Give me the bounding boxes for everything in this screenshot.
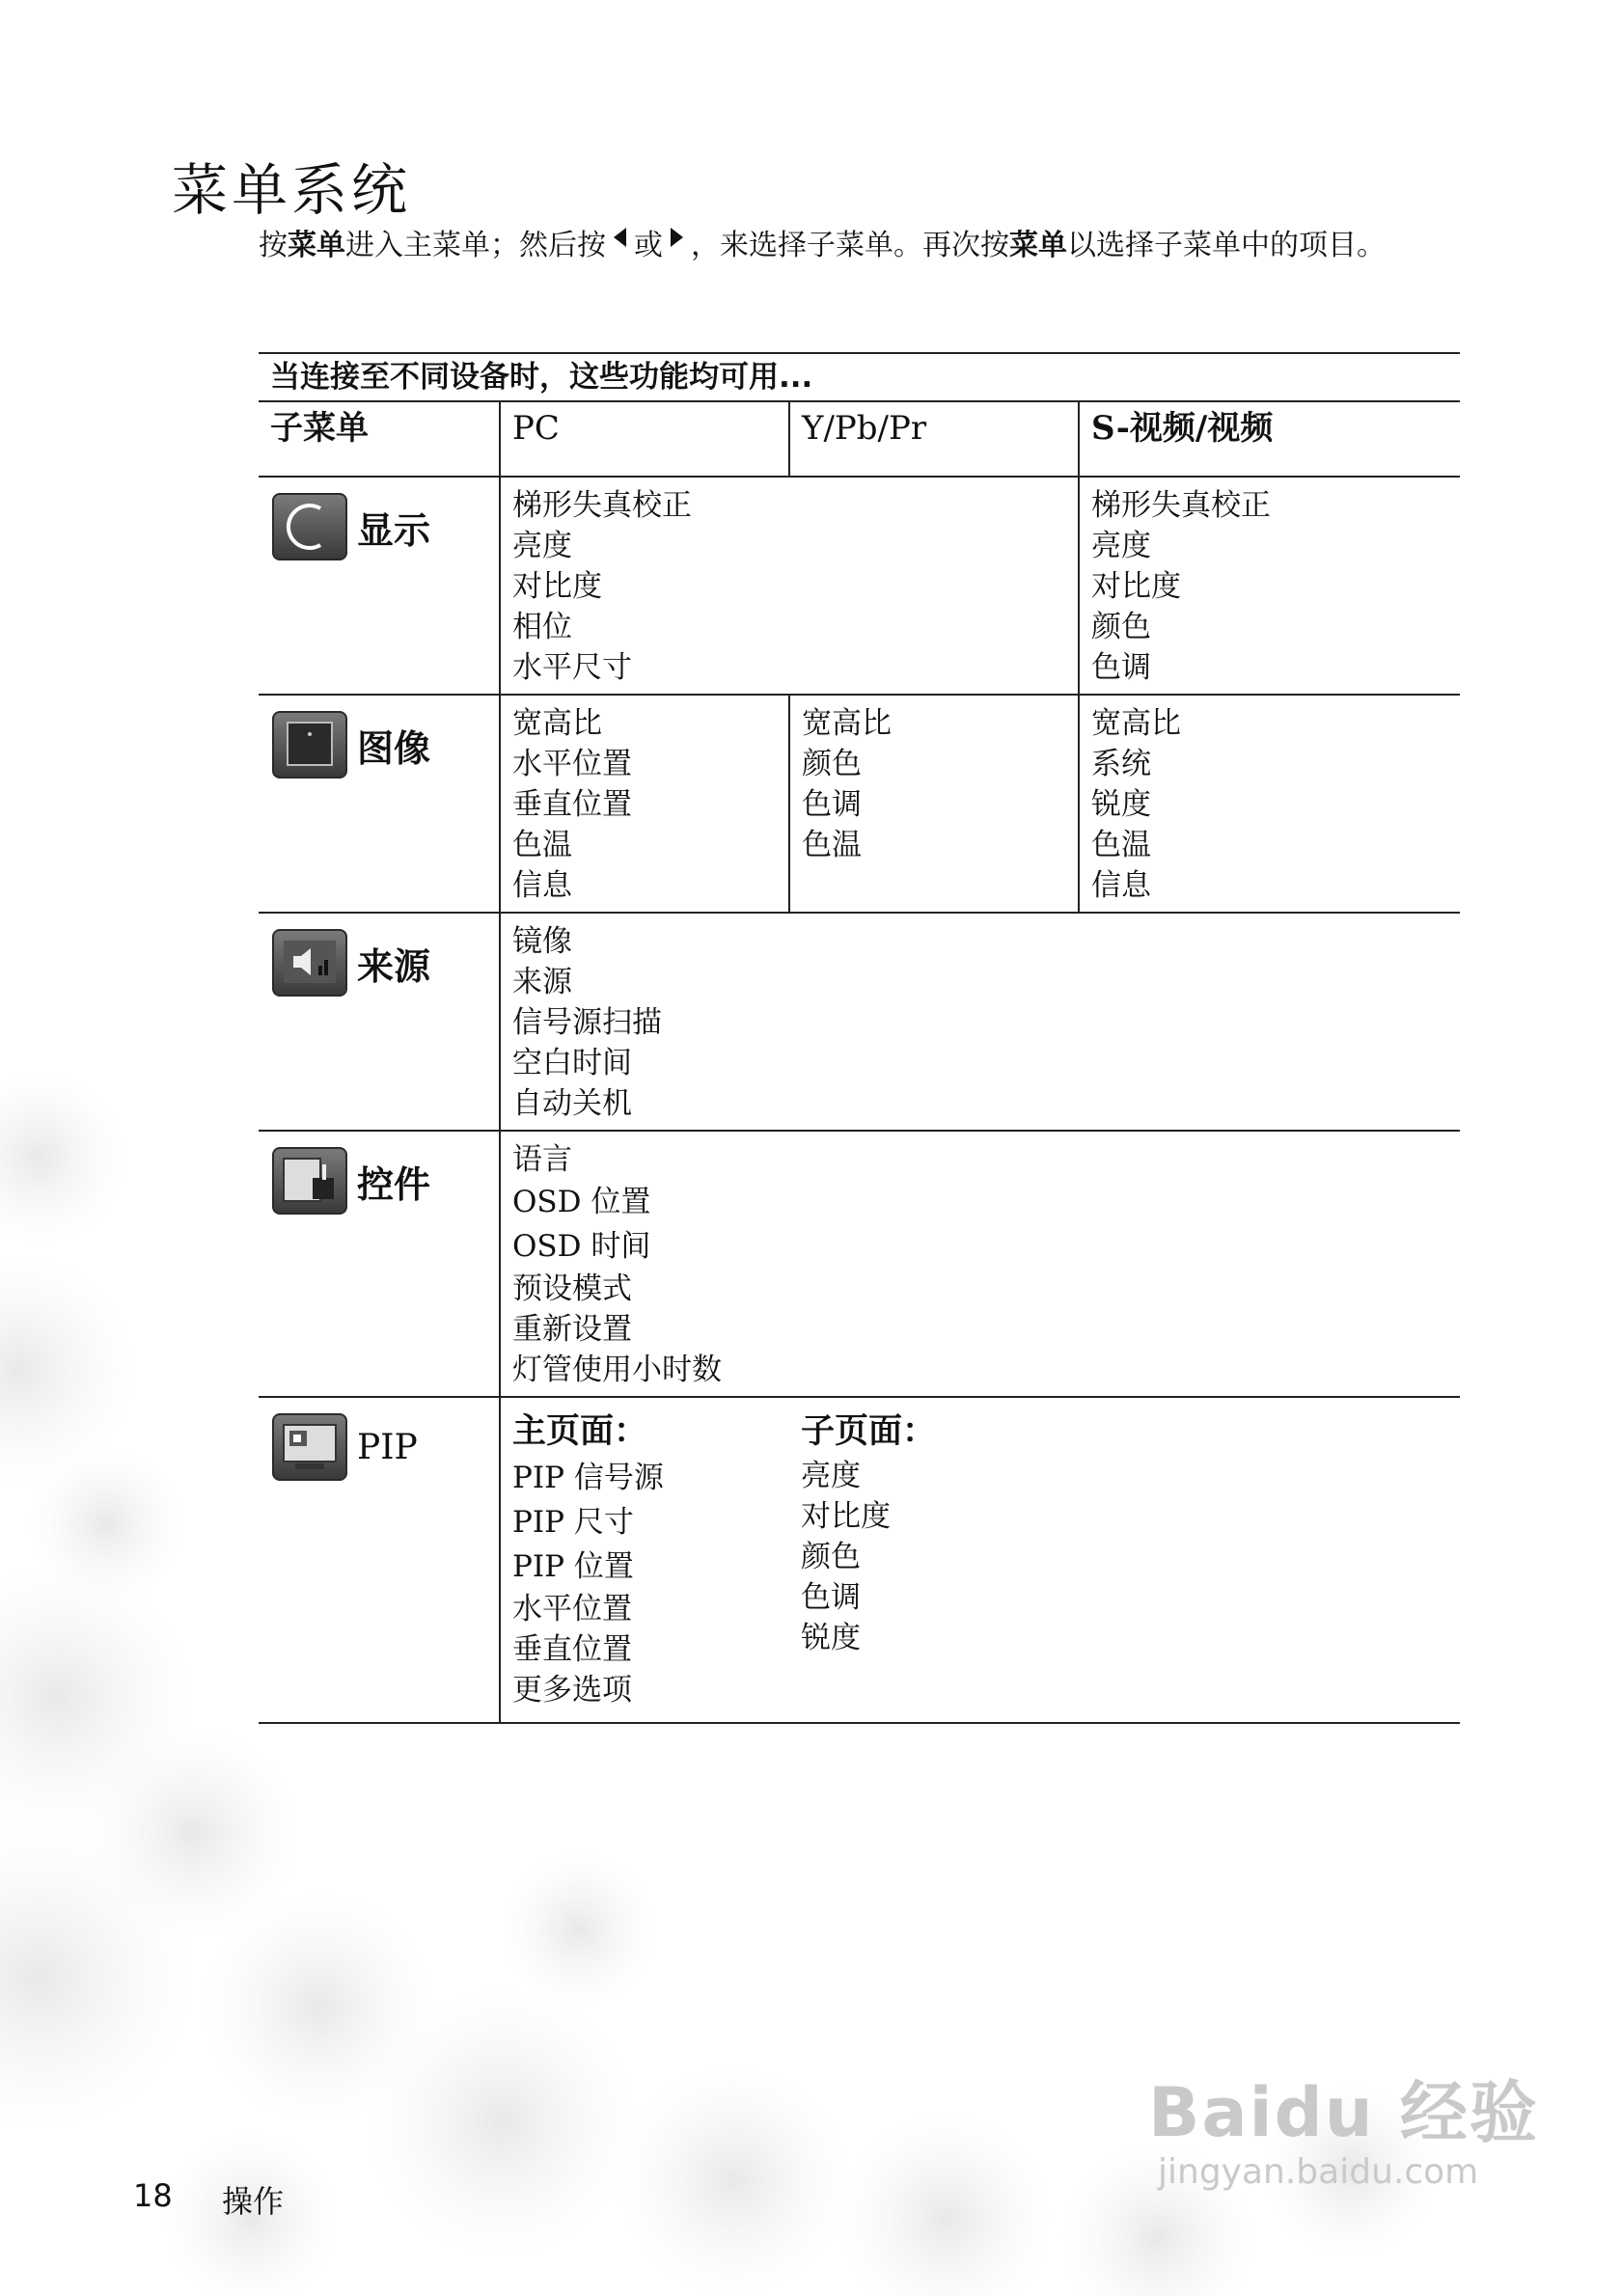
pip-sub-heading: 子页面：	[801, 1412, 937, 1451]
source-icon	[272, 929, 347, 997]
header-svideo: S-视频/视频	[1079, 401, 1460, 477]
intro-text: 以选择子菜单中的项目。	[1067, 229, 1386, 262]
list-item: 垂直位置	[512, 1632, 632, 1667]
list-item: 色温	[1091, 828, 1151, 862]
list-item: 颜色	[802, 747, 862, 781]
baidu-watermark	[1148, 2074, 1539, 2194]
list-item: 自动关机	[512, 1086, 632, 1121]
list-item: 系统	[1091, 747, 1151, 781]
watermark-brand: Baidu 经验	[1148, 2073, 1539, 2152]
intro-text: 或	[634, 229, 663, 262]
list-item: 对比度	[801, 1499, 891, 1534]
list-item: 色温	[802, 828, 862, 862]
intro-text: 进入主菜单；然后按	[345, 229, 606, 262]
list-item: 色调	[801, 1580, 861, 1615]
list-item: PIP 位置	[512, 1549, 634, 1584]
header-submenu: 子菜单	[259, 401, 500, 477]
list-item: 色调	[1091, 650, 1151, 685]
intro-menu-key: 菜单	[1009, 229, 1067, 262]
list-item: OSD 时间	[512, 1229, 651, 1264]
table-row-picture	[259, 695, 1460, 913]
list-item: 梯形失真校正	[512, 488, 692, 523]
list-item: 来源	[512, 965, 572, 999]
list-item: 空白时间	[512, 1046, 632, 1080]
submenu-label-controls: 控件	[357, 1162, 431, 1206]
menu-function-table	[259, 352, 1460, 1724]
list-item: 亮度	[512, 529, 572, 563]
list-item: 亮度	[801, 1459, 861, 1493]
list-item: OSD 位置	[512, 1185, 651, 1219]
page-title: 菜单系统	[172, 157, 412, 223]
list-item: 信号源扫描	[512, 1005, 662, 1040]
intro-paragraph	[259, 225, 1455, 267]
page-number: 18	[133, 2177, 173, 2214]
list-item: 水平位置	[512, 1592, 632, 1626]
list-item: 更多选项	[512, 1673, 632, 1708]
list-item: 灯管使用小时数	[512, 1353, 722, 1387]
list-item: 颜色	[1091, 610, 1151, 644]
table-row-display	[259, 477, 1460, 695]
watermark-site: jingyan.baidu.com	[1158, 2152, 1479, 2192]
list-item: 色温	[512, 828, 572, 862]
list-item: 镜像	[512, 924, 572, 959]
list-item: 垂直位置	[512, 787, 632, 822]
picture-icon	[272, 711, 347, 779]
list-item: 语言	[512, 1142, 572, 1177]
list-item: 信息	[512, 868, 572, 903]
list-item: 信息	[1091, 868, 1151, 903]
pip-icon	[272, 1413, 347, 1481]
list-item: 锐度	[801, 1621, 861, 1655]
list-item: PIP 信号源	[512, 1461, 664, 1495]
list-item: 锐度	[1091, 787, 1151, 822]
list-item: 水平位置	[512, 747, 632, 781]
left-arrow-icon	[614, 228, 626, 247]
list-item: 颜色	[801, 1540, 861, 1574]
table-row-pip	[259, 1397, 1460, 1723]
submenu-label-display: 显示	[357, 508, 431, 552]
table-row-controls	[259, 1131, 1460, 1397]
list-item: PIP 尺寸	[512, 1505, 634, 1540]
list-item: 水平尺寸	[512, 650, 632, 685]
intro-text: ，来选择子菜单。再次按	[691, 229, 1009, 262]
list-item: 对比度	[512, 569, 602, 604]
header-ypbpr: Y/Pb/Pr	[789, 401, 1079, 477]
list-item: 亮度	[1091, 529, 1151, 563]
controls-icon	[272, 1147, 347, 1215]
list-item: 重新设置	[512, 1312, 632, 1347]
list-item: 宽高比	[512, 706, 602, 741]
table-row-source	[259, 913, 1460, 1131]
submenu-label-source: 来源	[357, 944, 431, 988]
intro-menu-key: 菜单	[288, 229, 345, 262]
list-item: 宽高比	[802, 706, 892, 741]
list-item: 相位	[512, 610, 572, 644]
list-item: 色调	[802, 787, 862, 822]
pip-main-heading: 主页面：	[512, 1412, 648, 1451]
submenu-label-pip: PIP	[357, 1427, 418, 1467]
submenu-label-picture: 图像	[357, 726, 431, 770]
header-pc: PC	[500, 401, 789, 477]
list-item: 对比度	[1091, 569, 1181, 604]
right-arrow-icon	[671, 228, 683, 247]
list-item: 预设模式	[512, 1271, 632, 1306]
list-item: 宽高比	[1091, 706, 1181, 741]
table-caption: 当连接至不同设备时，这些功能均可用...	[259, 353, 1460, 401]
display-icon	[272, 493, 347, 560]
list-item: 梯形失真校正	[1091, 488, 1271, 523]
footer-section-name: 操作	[222, 2183, 285, 2220]
intro-text: 按	[259, 229, 288, 262]
